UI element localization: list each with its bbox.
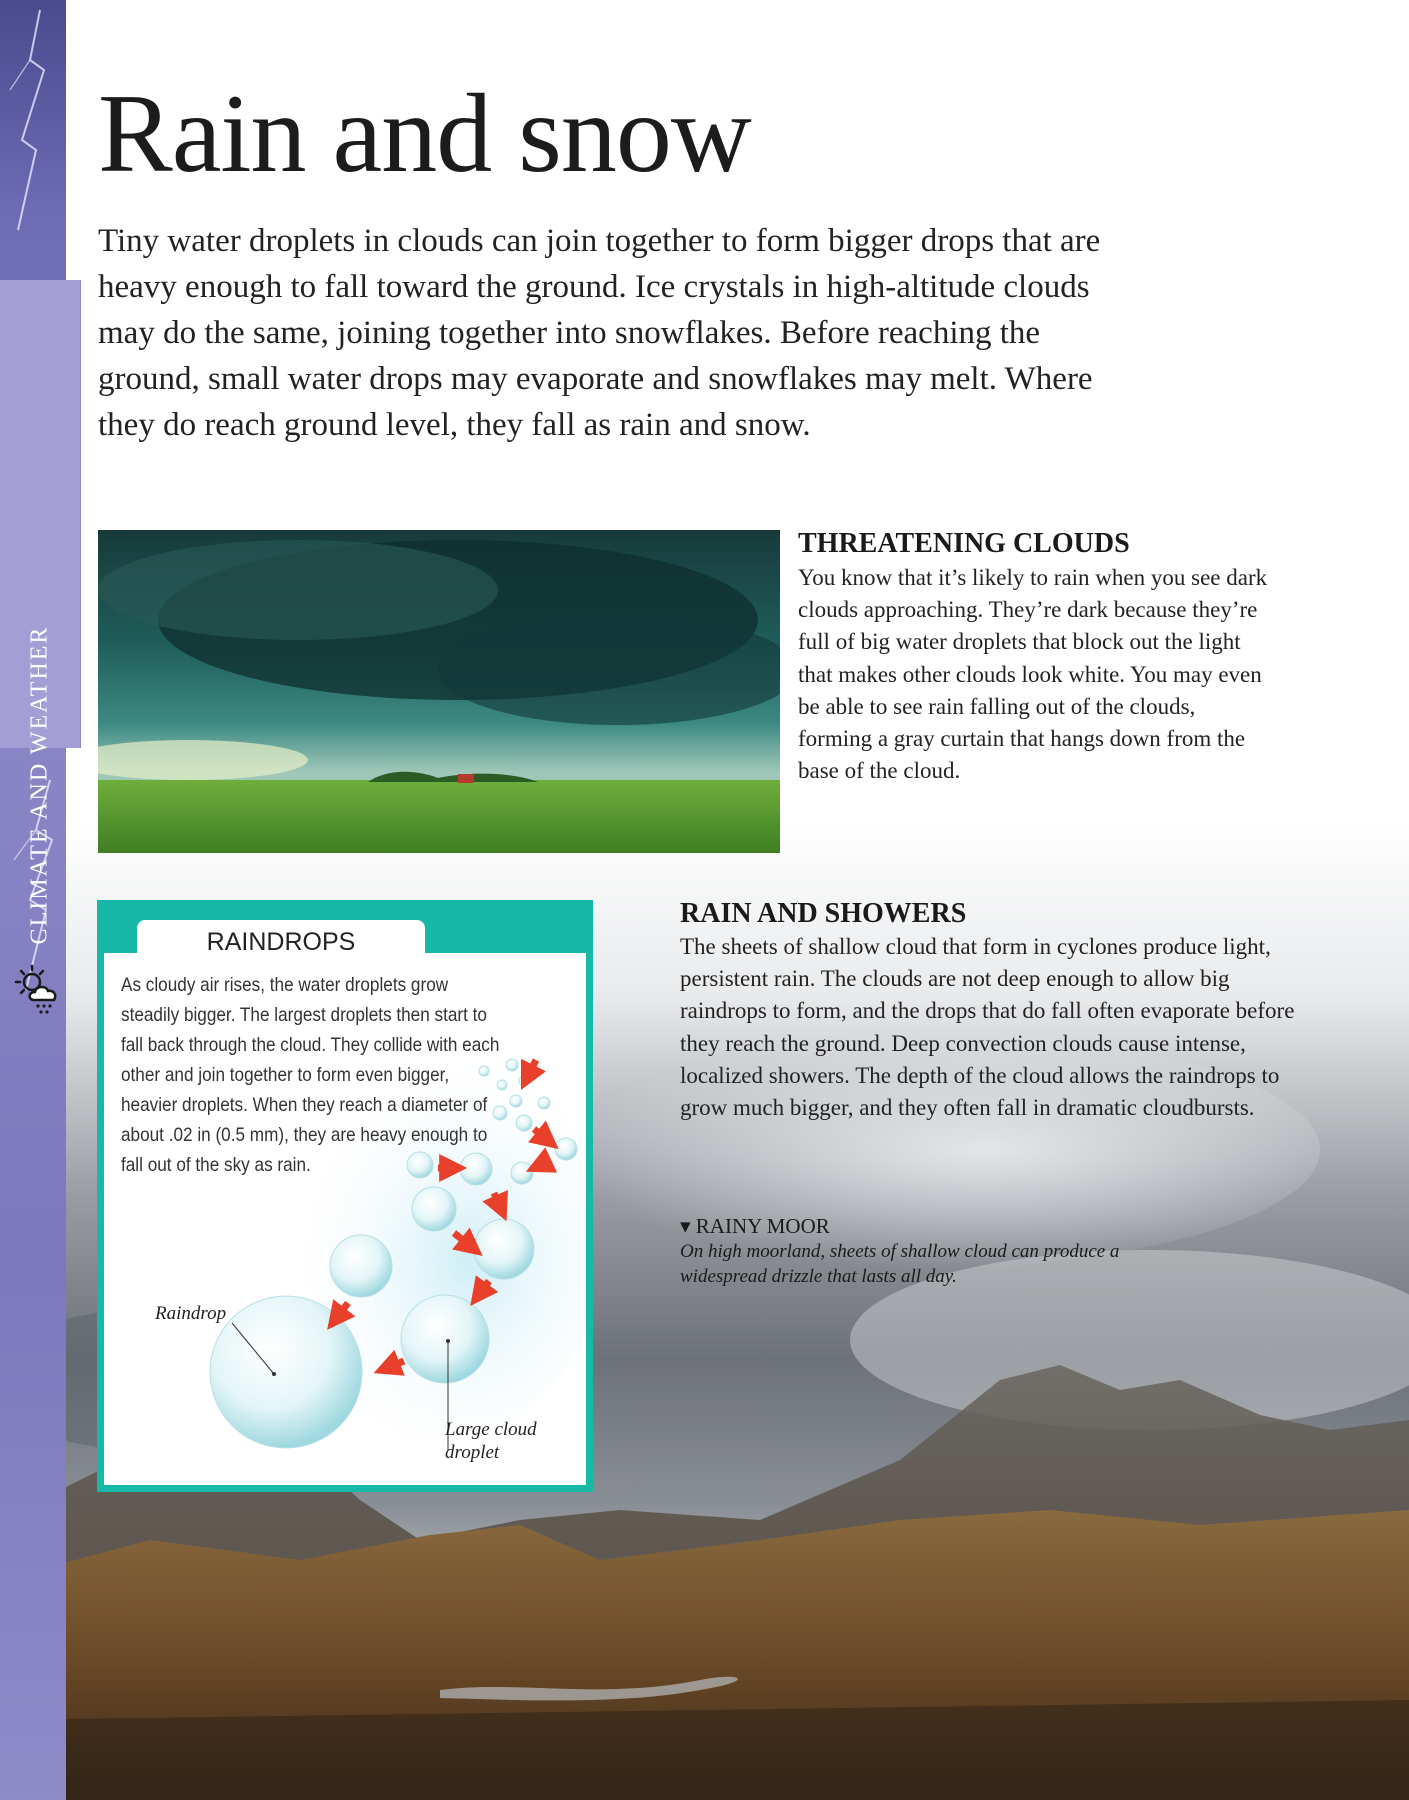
page-title: Rain and snow: [98, 72, 751, 196]
weather-sun-cloud-rain-icon: [12, 962, 64, 1018]
raindrop-label: Raindrop: [155, 1303, 227, 1324]
intro-paragraph: Tiny water droplets in clouds can join together to form bigger drops that are heavy enough to fall toward the ground. Ice crystals in high-altitude clouds may do the same, joining together into snowflakes. Before reaching the ground, small water drops may evaporate and snowflakes may melt. Where they do reach ground level, they fall as rain and snow.: [98, 223, 1101, 443]
raindrops-text: As cloudy air rises, the water droplets grow steadily bigger. The largest droplets then start to fall back through the cloud. They collide with each other and join together to form even bigger, heavier droplets. When they reach a diameter of about .02 in (0.5 mm), they are heavy enough to fall out of the sky as rain.: [121, 974, 500, 1176]
rainy-moor-caption: [680, 1213, 1200, 1289]
raindrops-title: RAINDROPS: [206, 928, 356, 956]
section-label: CLIMATE AND WEATHER: [26, 625, 53, 945]
raindrops-panel: [97, 900, 593, 1492]
threatening-clouds-heading: THREATENING CLOUDS: [798, 528, 1130, 559]
threatening-clouds-photo: [98, 530, 780, 853]
large-cloud-droplet-label: Large cloud droplet: [445, 1419, 537, 1463]
rainy-moor-caption-text: On high moorland, sheets of shallow cloud can produce a widespread drizzle that lasts all day.: [680, 1241, 1120, 1287]
rain-and-showers-text: The sheets of shallow cloud that form in cyclones produce light, persistent rain. The clouds are not deep enough to allow big raindrops to form, and the drops that do fall often evaporate before they reach the ground. Deep convection clouds cause intense, localized showers. The depth of the cloud allows the raindrops to grow much bigger, and they often fall in dramatic cloudbursts.: [680, 934, 1295, 1121]
rain-and-showers-heading: RAIN AND SHOWERS: [680, 898, 967, 929]
rainy-moor-caption-title: ▾ RAINY MOOR: [680, 1214, 830, 1238]
threatening-clouds-text: You know that it’s likely to rain when you see dark clouds approaching. They’re dark because they’re full of big water droplets that block out the light that makes other clouds look white. You may even be able to see rain falling out of the clouds, forming a gray curtain that hangs down from the base of the cloud.: [798, 565, 1268, 784]
section-tab: [0, 280, 81, 945]
